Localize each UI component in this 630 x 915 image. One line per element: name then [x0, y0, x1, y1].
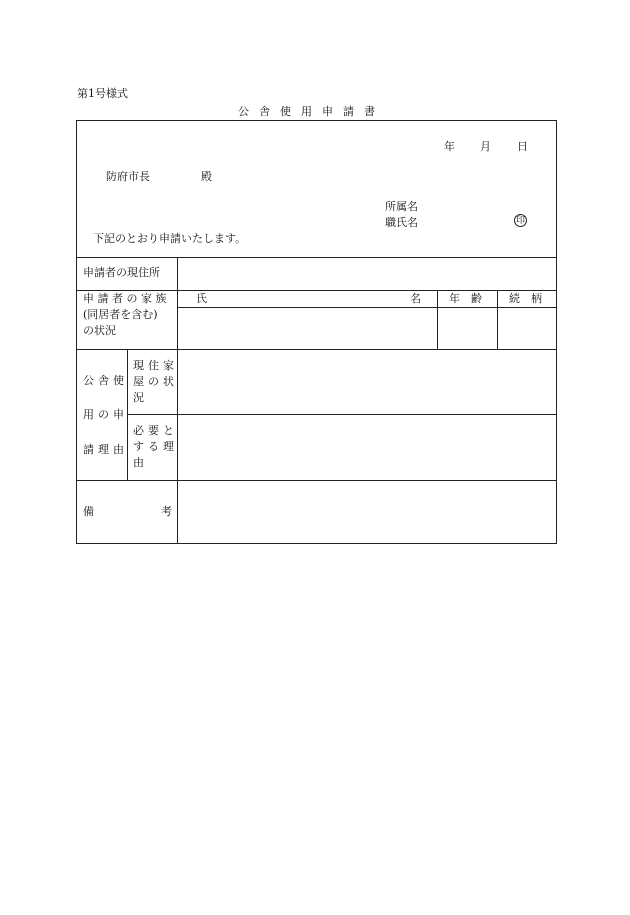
position-name-label: 職氏名: [385, 216, 418, 229]
affiliation-label: 所属名: [385, 200, 418, 213]
reason-group-line1: 公舎使: [83, 374, 128, 387]
current-housing-line2: 屋の状: [133, 375, 178, 388]
date-year: 年: [444, 140, 455, 153]
column-relation: 続 柄: [509, 292, 542, 305]
reason-group-line3: 請理由: [83, 443, 128, 456]
current-housing-line1: 現住家: [133, 359, 178, 372]
divider: [177, 257, 178, 543]
divider: [77, 349, 556, 350]
divider: [77, 257, 556, 258]
divider: [177, 307, 556, 308]
necessity-line1: 必要と: [133, 424, 178, 437]
necessity-line3: 由: [133, 456, 144, 469]
document-title: 公舎使用申請書: [238, 105, 385, 118]
addressee-name: 防府市長: [106, 170, 150, 183]
intro-text: 下記のとおり申請いたします。: [93, 232, 247, 245]
household-label-line1: 申 請 者 の 家 族: [83, 292, 167, 305]
addressee-honorific: 殿: [201, 170, 212, 183]
divider: [437, 290, 438, 349]
date-day: 日: [517, 140, 528, 153]
seal-mark: 印: [515, 216, 525, 226]
divider: [77, 480, 556, 481]
household-label-line3: の状況: [83, 324, 116, 337]
current-address-label: 申請者の現住所: [83, 266, 160, 279]
column-age: 年 齢: [449, 292, 482, 305]
application-form: [76, 120, 557, 544]
form-number: 第1号様式: [77, 87, 128, 100]
date-month: 月: [480, 140, 491, 153]
column-name-2: 名: [410, 292, 421, 305]
column-name-1: 氏: [196, 292, 207, 305]
current-housing-line3: 況: [133, 391, 144, 404]
remarks-label-1: 備: [83, 505, 94, 518]
divider: [497, 290, 498, 349]
remarks-label-2: 考: [161, 505, 172, 518]
divider: [127, 414, 556, 415]
reason-group-line2: 用の申: [83, 408, 128, 421]
necessity-line2: する理: [133, 440, 178, 453]
household-label-line2: (同居者を含む): [83, 308, 158, 321]
